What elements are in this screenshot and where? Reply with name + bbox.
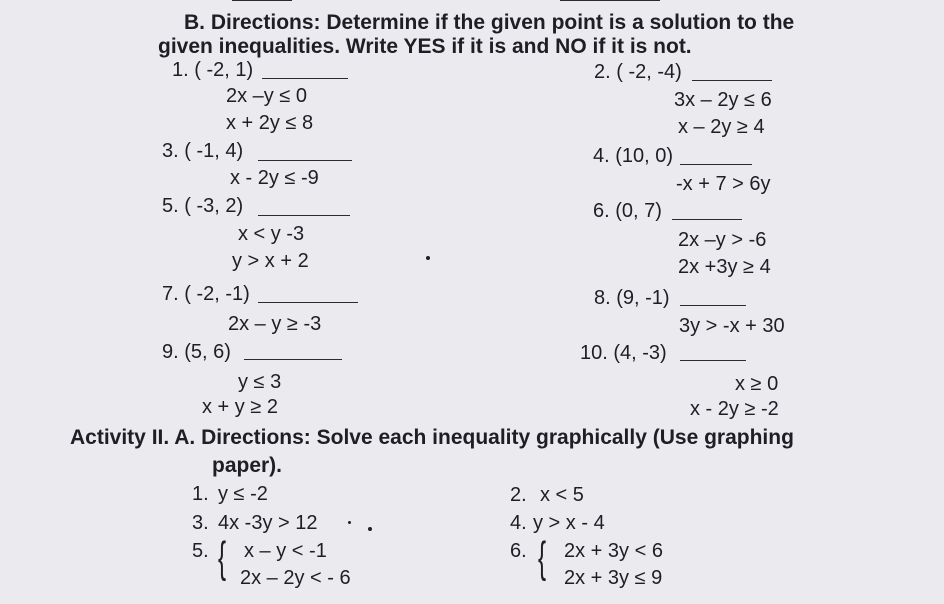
activity-item-3-label: 3. bbox=[192, 512, 209, 534]
item-8-point: 8. (9, -1) bbox=[594, 287, 670, 309]
item-1-ineq-1: 2x –y ≤ 0 bbox=[226, 85, 308, 107]
activity-item-4-label: 4. bbox=[510, 512, 527, 534]
item-10-ineq-2: x - 2y ≥ -2 bbox=[690, 398, 779, 420]
top-rule-right bbox=[560, 0, 660, 1]
item-3-point: 3. ( -1, 4) bbox=[162, 140, 244, 162]
item-2-point: 2. ( -2, -4) bbox=[594, 61, 682, 83]
activity-item-6-brace: { bbox=[538, 533, 547, 582]
item-10-answer-line[interactable] bbox=[680, 360, 746, 361]
part-b-directions-line1: B. Directions: Determine if the given point is a solution to the bbox=[184, 11, 795, 34]
item-5-point: 5. ( -3, 2) bbox=[162, 195, 244, 217]
item-8-ineq-1: 3y > -x + 30 bbox=[679, 315, 785, 337]
activity-item-2-ineq: x < 5 bbox=[540, 484, 584, 506]
item-9-answer-line[interactable] bbox=[244, 359, 342, 360]
item-1-answer-line[interactable] bbox=[262, 78, 348, 79]
item-10-ineq-1: x ≥ 0 bbox=[735, 373, 779, 395]
activity-2-directions-line2: paper). bbox=[212, 454, 283, 477]
item-6-ineq-1: 2x –y > -6 bbox=[678, 229, 767, 251]
activity-item-2-label: 2. bbox=[510, 484, 527, 506]
part-b-directions-line2: given inequalities. Write YES if it is and NO if it is not. bbox=[158, 35, 692, 58]
item-2-ineq-1: 3x – 2y ≤ 6 bbox=[674, 89, 772, 111]
item-10-point: 10. (4, -3) bbox=[580, 342, 667, 364]
stray-dot-2 bbox=[348, 521, 351, 524]
item-2-ineq-2: x – 2y ≥ 4 bbox=[678, 116, 765, 138]
activity-item-6-ineq-2: 2x + 3y ≤ 9 bbox=[564, 567, 663, 589]
activity-item-6-label: 6. bbox=[510, 540, 527, 562]
item-9-point: 9. (5, 6) bbox=[162, 341, 231, 363]
item-5-ineq-1: x < y -3 bbox=[238, 223, 305, 245]
item-6-answer-line[interactable] bbox=[672, 219, 742, 220]
stray-dot bbox=[426, 256, 430, 260]
item-7-point: 7. ( -2, -1) bbox=[162, 283, 250, 305]
activity-item-1-label: 1. bbox=[192, 483, 209, 505]
activity-item-5-brace: { bbox=[218, 533, 227, 582]
item-4-ineq-1: -x + 7 > 6y bbox=[676, 173, 771, 195]
activity-item-5-label: 5. bbox=[192, 540, 209, 562]
item-7-answer-line[interactable] bbox=[258, 302, 358, 303]
item-5-answer-line[interactable] bbox=[258, 215, 350, 216]
item-9-ineq-1: y ≤ 3 bbox=[238, 371, 282, 393]
activity-item-5-ineq-2: 2x – 2y < - 6 bbox=[240, 567, 351, 589]
item-6-point: 6. (0, 7) bbox=[593, 200, 662, 222]
item-3-ineq-1: x - 2y ≤ -9 bbox=[230, 167, 319, 189]
item-6-ineq-2: 2x +3y ≥ 4 bbox=[678, 256, 771, 278]
activity-item-1-ineq: y ≤ -2 bbox=[218, 483, 268, 505]
item-1-ineq-2: x + 2y ≤ 8 bbox=[226, 112, 314, 134]
item-7-ineq-1: 2x – y ≥ -3 bbox=[228, 313, 322, 335]
item-2-answer-line[interactable] bbox=[692, 80, 772, 81]
item-8-answer-line[interactable] bbox=[680, 305, 746, 306]
item-4-point: 4. (10, 0) bbox=[593, 145, 674, 167]
activity-2-directions-line1: Activity II. A. Directions: Solve each inequality graphically (Use graphing bbox=[70, 426, 794, 449]
item-5-ineq-2: y > x + 2 bbox=[232, 250, 309, 272]
item-4-answer-line[interactable] bbox=[680, 164, 752, 165]
item-3-answer-line[interactable] bbox=[258, 160, 352, 161]
stray-dot-3 bbox=[368, 527, 372, 531]
activity-item-3-ineq: 4x -3y > 12 bbox=[218, 512, 318, 534]
activity-item-5-ineq-1: x – y < -1 bbox=[244, 540, 327, 562]
item-9-ineq-2: x + y ≥ 2 bbox=[202, 396, 279, 418]
top-rule-left bbox=[232, 0, 292, 1]
item-1-point: 1. ( -2, 1) bbox=[172, 59, 254, 81]
activity-item-4-ineq: y > x - 4 bbox=[533, 512, 605, 534]
activity-item-6-ineq-1: 2x + 3y < 6 bbox=[564, 540, 663, 562]
